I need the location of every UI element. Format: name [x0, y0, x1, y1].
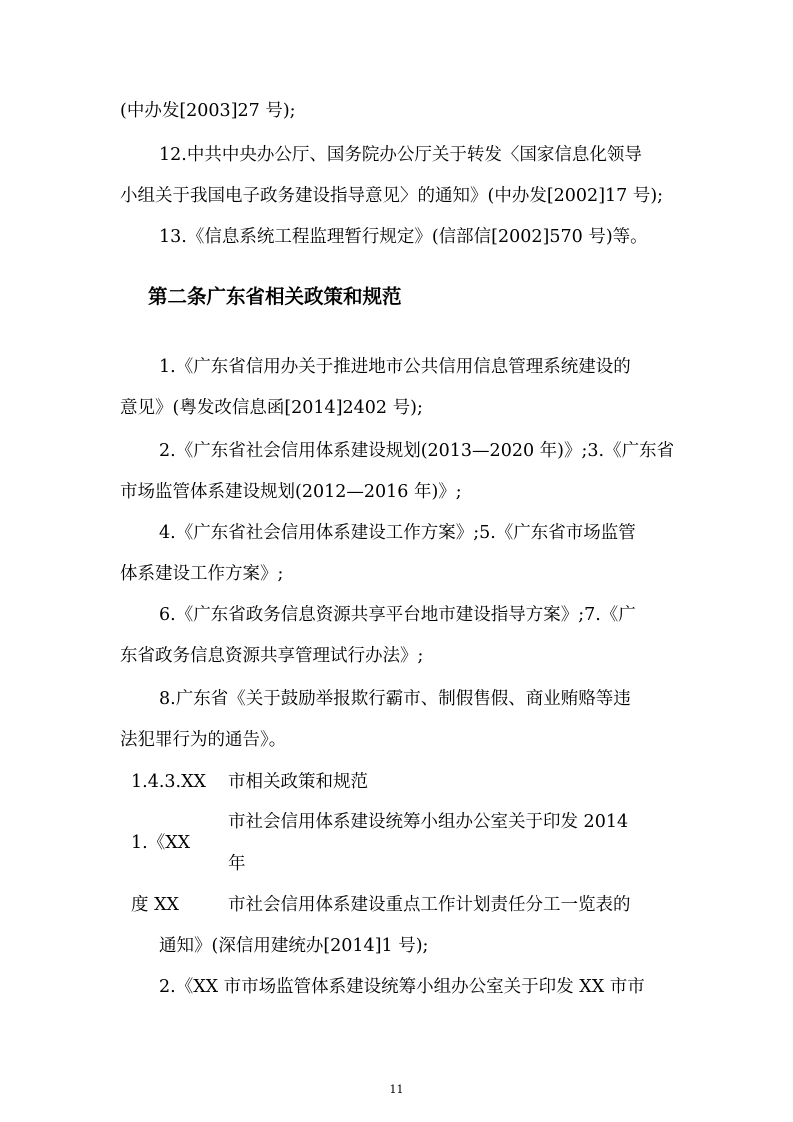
article-2-heading: 第二条广东省相关政策和规范 [148, 285, 402, 308]
city-item-1-text-a: 市社会信用体系建设统筹小组办公室关于印发 2014 [228, 812, 629, 832]
policy-item-2-line-1: 2.《广东省社会信用体系建设规划(2013—2020 年)》;3.《广东省 [159, 441, 675, 461]
reference-item-12-line-2: 小组关于我国电子政务建设指导意见〉的通知》(中办发[2002]17 号); [120, 186, 664, 206]
section-number: 1.4.3.XX [131, 772, 207, 792]
policy-item-4-line-1: 4.《广东省社会信用体系建设工作方案》;5.《广东省市场监管 [159, 523, 636, 543]
city-item-1-text-c: 市社会信用体系建设重点工作计划责任分工一览表的 [228, 895, 631, 915]
city-item-1-text-d: 通知》(深信用建统办[2014]1 号); [159, 936, 429, 956]
policy-item-1-line-1: 1.《广东省信用办关于推进地市公共信用信息管理系统建设的 [159, 357, 631, 377]
policy-item-1-line-2: 意见》(粤发改信息函[2014]2402 号); [120, 398, 423, 418]
policy-item-6-line-2: 东省政务信息资源共享管理试行办法》; [120, 646, 424, 666]
city-item-1-prefix-2: 度 XX [131, 895, 179, 915]
city-item-2-line-1: 2.《XX 市市场监管体系建设统筹小组办公室关于印发 XX 市市 [159, 977, 645, 997]
policy-item-4-line-2: 体系建设工作方案》; [120, 564, 284, 584]
reference-item-12-line-1: 12.中共中央办公厅、国务院办公厅关于转发〈国家信息化领导 [159, 145, 642, 165]
policy-item-6-line-1: 6.《广东省政务信息资源共享平台地市建设指导方案》;7.《广 [159, 605, 636, 625]
section-title: 市相关政策和规范 [228, 772, 368, 792]
reference-line-continuation: (中办发[2003]27 号); [120, 101, 296, 121]
reference-item-13: 13.《信息系统工程监理暂行规定》(信部信[2002]570 号)等。 [159, 227, 648, 247]
page-number: 11 [389, 1083, 404, 1096]
policy-item-8-line-1: 8.广东省《关于鼓励举报欺行霸市、制假售假、商业贿赂等违 [159, 689, 631, 709]
city-item-1-prefix: 1.《XX [131, 833, 191, 853]
policy-item-2-line-2: 市场监管体系建设规划(2012—2016 年)》; [120, 482, 462, 502]
policy-item-8-line-2: 法犯罪行为的通告》。 [120, 730, 287, 750]
city-item-1-text-b: 年 [228, 854, 246, 874]
